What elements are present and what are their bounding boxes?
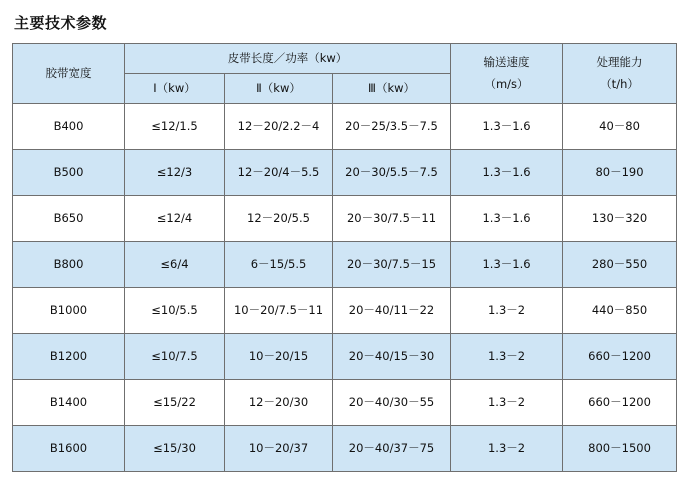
cell-capacity: 660－1200 [563,380,677,426]
cell-power-I: ≤12/3 [125,150,225,196]
header-belt-length-power: 皮带长度／功率（kw） [125,44,451,74]
cell-power-III: 20－40/37－75 [333,426,451,472]
cell-power-III: 20－30/7.5－15 [333,242,451,288]
header-capacity-line1: 处理能力 [596,54,643,69]
header-conveying-speed [451,44,563,104]
cell-speed: 1.3－1.6 [451,150,563,196]
header-belt-width: 胶带宽度 [13,44,125,104]
cell-power-I: ≤12/4 [125,196,225,242]
page-title: 主要技术参数 [14,14,108,32]
header-power-I: Ⅰ（kw） [125,74,225,104]
cell-power-I: ≤6/4 [125,242,225,288]
table-body [13,104,677,472]
table-row [13,150,677,196]
cell-belt-width: B1400 [13,380,125,426]
cell-speed: 1.3－1.6 [451,196,563,242]
cell-power-I: ≤12/1.5 [125,104,225,150]
cell-capacity: 280－550 [563,242,677,288]
technical-parameters-table [12,43,677,472]
cell-belt-width: B1600 [13,426,125,472]
cell-power-I: ≤15/30 [125,426,225,472]
table-row [13,380,677,426]
cell-power-I: ≤10/7.5 [125,334,225,380]
cell-power-III: 20－30/5.5－7.5 [333,150,451,196]
cell-power-II: 12－20/4－5.5 [225,150,333,196]
header-row-primary [13,44,677,74]
table-row [13,242,677,288]
header-power-III: Ⅲ（kw） [333,74,451,104]
cell-belt-width: B500 [13,150,125,196]
cell-capacity: 40－80 [563,104,677,150]
cell-power-I: ≤15/22 [125,380,225,426]
header-capacity [563,44,677,104]
cell-power-II: 6－15/5.5 [225,242,333,288]
cell-speed: 1.3－2 [451,334,563,380]
cell-power-II: 10－20/37 [225,426,333,472]
cell-belt-width: B800 [13,242,125,288]
cell-speed: 1.3－2 [451,380,563,426]
table-header [13,44,677,104]
cell-power-III: 20－40/30－55 [333,380,451,426]
cell-power-III: 20－25/3.5－7.5 [333,104,451,150]
cell-capacity: 440－850 [563,288,677,334]
cell-speed: 1.3－1.6 [451,242,563,288]
cell-capacity: 800－1500 [563,426,677,472]
header-conveying-speed-line1: 输送速度 [483,54,530,69]
cell-power-I: ≤10/5.5 [125,288,225,334]
cell-power-II: 10－20/15 [225,334,333,380]
table-row [13,288,677,334]
header-capacity-line2: （t/h） [600,76,639,91]
cell-power-III: 20－30/7.5－11 [333,196,451,242]
cell-speed: 1.3－2 [451,288,563,334]
cell-speed: 1.3－2 [451,426,563,472]
table-row [13,104,677,150]
cell-capacity: 80－190 [563,150,677,196]
cell-power-II: 10－20/7.5－11 [225,288,333,334]
cell-belt-width: B1000 [13,288,125,334]
cell-power-II: 12－20/30 [225,380,333,426]
cell-belt-width: B1200 [13,334,125,380]
cell-power-II: 12－20/5.5 [225,196,333,242]
cell-power-II: 12－20/2.2－4 [225,104,333,150]
table-row [13,334,677,380]
header-power-II: Ⅱ（kw） [225,74,333,104]
header-conveying-speed-line2: （m/s） [484,76,529,91]
cell-capacity: 130－320 [563,196,677,242]
table-row [13,196,677,242]
cell-power-III: 20－40/11－22 [333,288,451,334]
cell-power-III: 20－40/15－30 [333,334,451,380]
cell-capacity: 660－1200 [563,334,677,380]
table-row [13,426,677,472]
cell-belt-width: B650 [13,196,125,242]
cell-belt-width: B400 [13,104,125,150]
cell-speed: 1.3－1.6 [451,104,563,150]
